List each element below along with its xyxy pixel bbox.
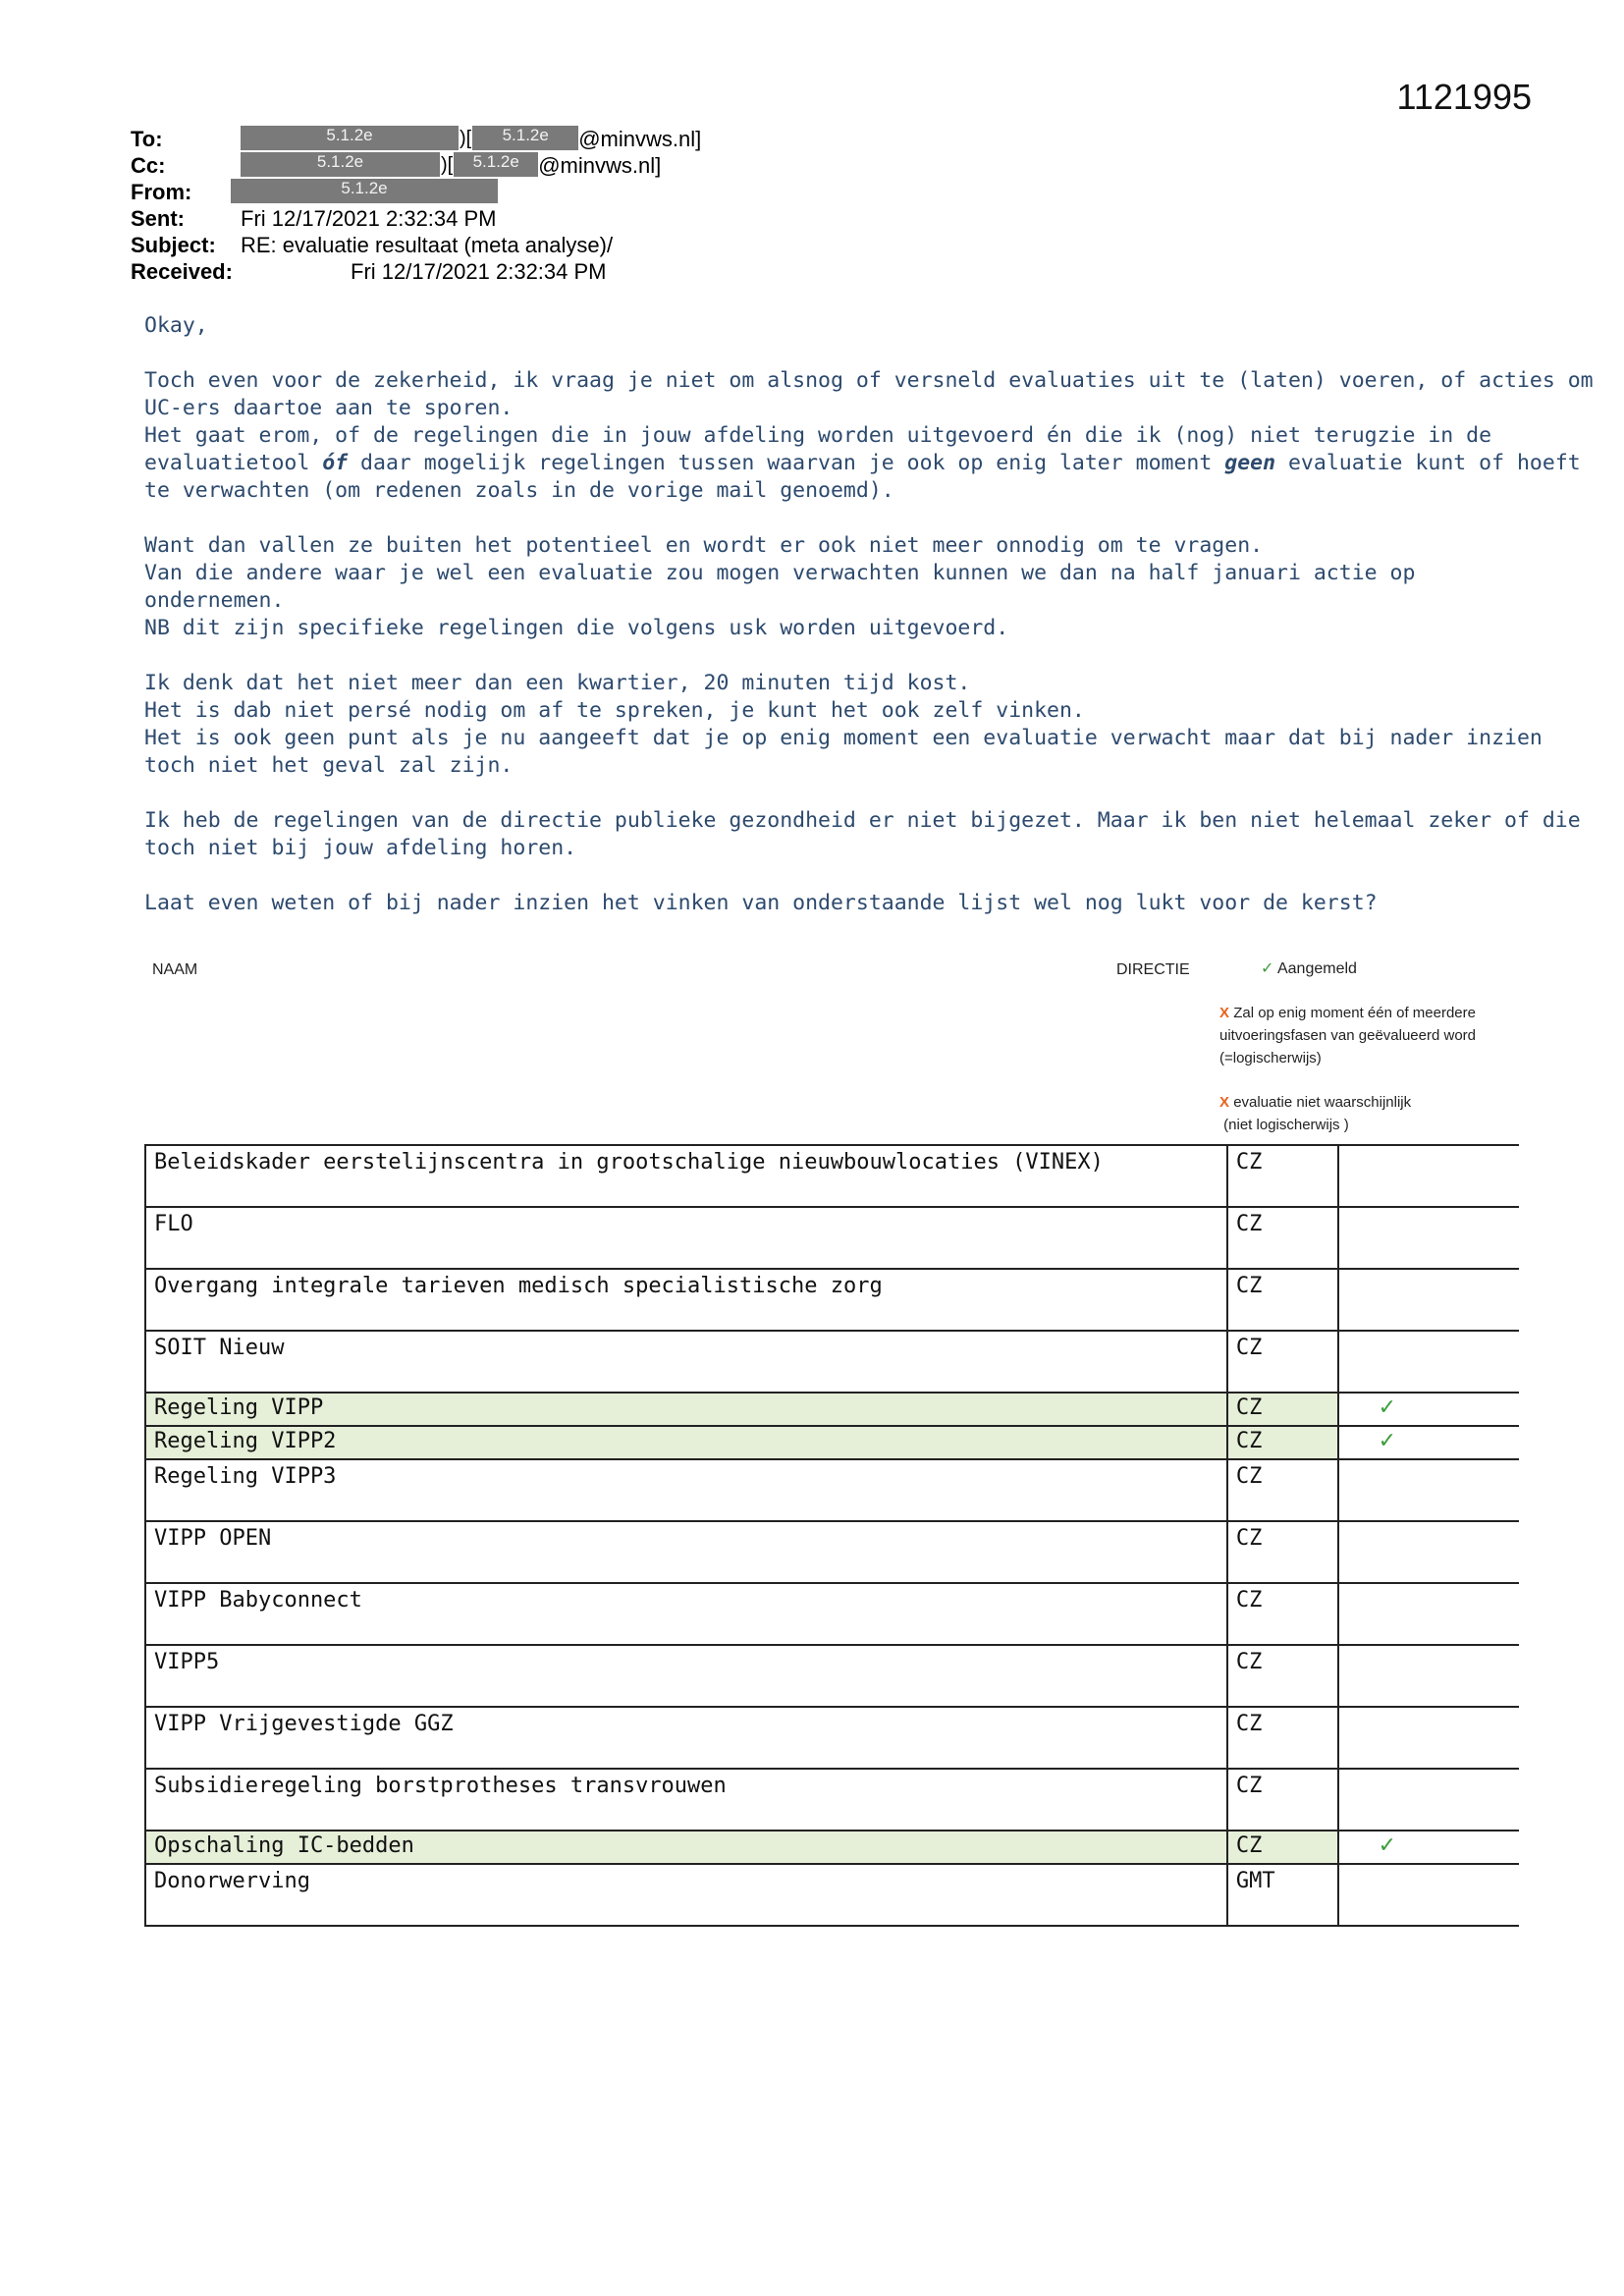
subject-value: RE: evaluatie resultaat (meta analyse)/ — [241, 233, 614, 257]
paragraph-2-line: Van die andere waar je wel een evaluatie zou mogen verwachten kunnen we dan na half januari actie op — [144, 561, 1416, 585]
table-header — [144, 957, 1519, 1144]
table-row — [145, 1207, 1519, 1269]
x-icon: X — [1219, 1005, 1230, 1021]
paragraph-4-line: toch niet bij jouw afdeling horen. — [144, 836, 577, 860]
cc-redaction-2: 5.1.2e — [454, 152, 538, 177]
legend-logischerwijs — [1219, 1002, 1534, 1069]
cell-naam: Regeling VIPP2 — [145, 1426, 1227, 1459]
table-row — [145, 1583, 1519, 1645]
cell-check — [1338, 1331, 1519, 1393]
received-label: Received: — [131, 259, 233, 284]
cell-naam: Regeling VIPP3 — [145, 1459, 1227, 1521]
table-row — [145, 1864, 1519, 1926]
cell-directie: CZ — [1227, 1707, 1338, 1769]
mail-body — [144, 312, 1594, 945]
column-header-directie: DIRECTIE — [1116, 961, 1190, 978]
cell-directie: CZ — [1227, 1145, 1338, 1207]
cell-directie: CZ — [1227, 1207, 1338, 1269]
paragraph-1-line: te verwachten (om redenen zoals in de vorige mail genoemd). — [144, 478, 894, 503]
paragraph-3-line: toch niet het geval zal zijn. — [144, 753, 514, 778]
sent-value: Fri 12/17/2021 2:32:34 PM — [241, 206, 497, 231]
to-redaction-1: 5.1.2e — [241, 126, 459, 150]
cell-check — [1338, 1145, 1519, 1207]
paragraph-3 — [144, 670, 1543, 780]
paragraph-3-line: Ik denk dat het niet meer dan een kwartier, 20 minuten tijd kost. — [144, 671, 971, 695]
legend-line: evaluatie niet waarschijnlijk — [1233, 1094, 1412, 1111]
cell-naam: VIPP OPEN — [145, 1521, 1227, 1583]
table-row — [145, 1331, 1519, 1393]
paragraph-2 — [144, 532, 1519, 642]
cell-directie: CZ — [1227, 1426, 1338, 1459]
to-label: To: — [131, 127, 163, 151]
received-value: Fri 12/17/2021 2:32:34 PM — [351, 259, 607, 284]
to-suffix: @minvws.nl] — [578, 127, 702, 151]
check-icon: ✓ — [1338, 1831, 1519, 1864]
cell-check — [1338, 1269, 1519, 1331]
table-row — [145, 1769, 1519, 1831]
greeting: Okay, — [144, 313, 208, 338]
cell-directie: CZ — [1227, 1645, 1338, 1707]
cell-check — [1338, 1583, 1519, 1645]
cc-label: Cc: — [131, 153, 166, 178]
from-label: From: — [131, 180, 192, 204]
to-separator: )[ — [460, 128, 472, 149]
text-fragment: daar mogelijk regelingen tussen waarvan je ook op enig later moment — [348, 451, 1225, 475]
paragraph-2-line: Want dan vallen ze buiten het potentieel en wordt er ook niet meer onnodig om te vragen. — [144, 533, 1264, 558]
paragraph-2-line: NB dit zijn specifieke regelingen die volgens usk worden uitgevoerd. — [144, 616, 1009, 640]
cell-directie: CZ — [1227, 1459, 1338, 1521]
cell-directie: CZ — [1227, 1521, 1338, 1583]
cell-naam: Opschaling IC-bedden — [145, 1831, 1227, 1864]
document-number: 1121995 — [1396, 77, 1532, 117]
table-row — [145, 1393, 1519, 1426]
regelingen-table — [144, 1144, 1519, 1927]
emphasis-geen: geen — [1224, 451, 1276, 475]
from-value — [231, 179, 498, 205]
table-row — [145, 1145, 1519, 1207]
cell-directie: CZ — [1227, 1393, 1338, 1426]
cell-check — [1338, 1521, 1519, 1583]
check-icon: ✓ — [1338, 1426, 1519, 1459]
cell-naam: VIPP Babyconnect — [145, 1583, 1227, 1645]
paragraph-1-line: Het gaat erom, of de regelingen die in jouw afdeling worden uitgevoerd én die ik (nog) niet terugzie in de — [144, 423, 1492, 448]
text-fragment: evaluatietool — [144, 451, 323, 475]
cell-naam: SOIT Nieuw — [145, 1331, 1227, 1393]
text-fragment: evaluatie kunt of hoeft — [1275, 451, 1581, 475]
table-row — [145, 1426, 1519, 1459]
legend-line: Zal op enig moment één of meerdere — [1233, 1005, 1476, 1021]
paragraph-1-line: UC-ers daartoe aan te sporen. — [144, 396, 514, 420]
table-row — [145, 1831, 1519, 1864]
paragraph-2-line: ondernemen. — [144, 588, 285, 613]
paragraph-1 — [144, 367, 1594, 505]
subject-label: Subject: — [131, 233, 216, 257]
cell-check — [1338, 1864, 1519, 1926]
table-row — [145, 1645, 1519, 1707]
paragraph-4 — [144, 807, 1581, 862]
cc-separator: )[ — [441, 154, 454, 176]
cell-naam: Regeling VIPP — [145, 1393, 1227, 1426]
from-redaction: 5.1.2e — [231, 179, 498, 203]
cell-naam: FLO — [145, 1207, 1227, 1269]
legend-niet-waarschijnlijk — [1219, 1091, 1534, 1136]
cell-check — [1338, 1769, 1519, 1831]
paragraph-1-line-4 — [144, 450, 1581, 477]
cell-naam: VIPP5 — [145, 1645, 1227, 1707]
paragraph-4-line: Ik heb de regelingen van de directie publieke gezondheid er niet bijgezet. Maar ik ben niet helemaal zeker of die — [144, 808, 1581, 833]
cell-check — [1338, 1645, 1519, 1707]
paragraph-3-line: Het is dab niet persé nodig om af te spreken, je kunt het ook zelf vinken. — [144, 698, 1085, 723]
to-value — [241, 126, 701, 152]
cell-directie: CZ — [1227, 1331, 1338, 1393]
table-row — [145, 1459, 1519, 1521]
cell-naam: Donorwerving — [145, 1864, 1227, 1926]
paragraph-1-line: Toch even voor de zekerheid, ik vraag je niet om alsnog of versneld evaluaties uit te (laten) voeren, of acties om — [144, 368, 1594, 393]
legend — [1219, 957, 1534, 1136]
cc-suffix: @minvws.nl] — [538, 153, 662, 178]
x-icon: X — [1219, 1094, 1230, 1111]
column-header-naam: NAAM — [152, 961, 198, 978]
check-icon: ✓ — [1261, 960, 1274, 977]
cell-directie: CZ — [1227, 1583, 1338, 1645]
paragraph-3-line: Het is ook geen punt als je nu aangeeft dat je op enig moment een evaluatie verwacht maar dat bij nader inzien — [144, 726, 1543, 750]
legend-aangemeld-label: Aangemeld — [1276, 960, 1357, 977]
legend-line: uitvoeringsfasen van geëvalueerd word — [1219, 1027, 1476, 1044]
table-row — [145, 1521, 1519, 1583]
cell-naam: Beleidskader eerstelijnscentra in grootschalige nieuwbouwlocaties (VINEX) — [145, 1145, 1227, 1207]
cell-directie: CZ — [1227, 1269, 1338, 1331]
cell-directie: CZ — [1227, 1831, 1338, 1864]
cell-naam: Overgang integrale tarieven medisch specialistische zorg — [145, 1269, 1227, 1331]
cc-value — [241, 152, 661, 179]
check-icon: ✓ — [1338, 1393, 1519, 1426]
paragraph-5: Laat even weten of bij nader inzien het vinken van onderstaande lijst wel nog lukt voor de kerst? — [144, 891, 1378, 915]
cc-redaction-1: 5.1.2e — [241, 152, 440, 177]
cell-check — [1338, 1707, 1519, 1769]
legend-line: (niet logischerwijs ) — [1219, 1117, 1349, 1133]
sent-label: Sent: — [131, 206, 185, 231]
table-row — [145, 1269, 1519, 1331]
legend-line: (=logischerwijs) — [1219, 1050, 1322, 1066]
to-redaction-2: 5.1.2e — [472, 126, 578, 150]
table-row — [145, 1707, 1519, 1769]
emphasis-of: óf — [322, 451, 349, 475]
cell-check — [1338, 1207, 1519, 1269]
cell-check — [1338, 1459, 1519, 1521]
cell-naam: Subsidieregeling borstprotheses transvrouwen — [145, 1769, 1227, 1831]
cell-directie: CZ — [1227, 1769, 1338, 1831]
legend-aangemeld — [1219, 957, 1534, 980]
cell-naam: VIPP Vrijgevestigde GGZ — [145, 1707, 1227, 1769]
cell-directie: GMT — [1227, 1864, 1338, 1926]
